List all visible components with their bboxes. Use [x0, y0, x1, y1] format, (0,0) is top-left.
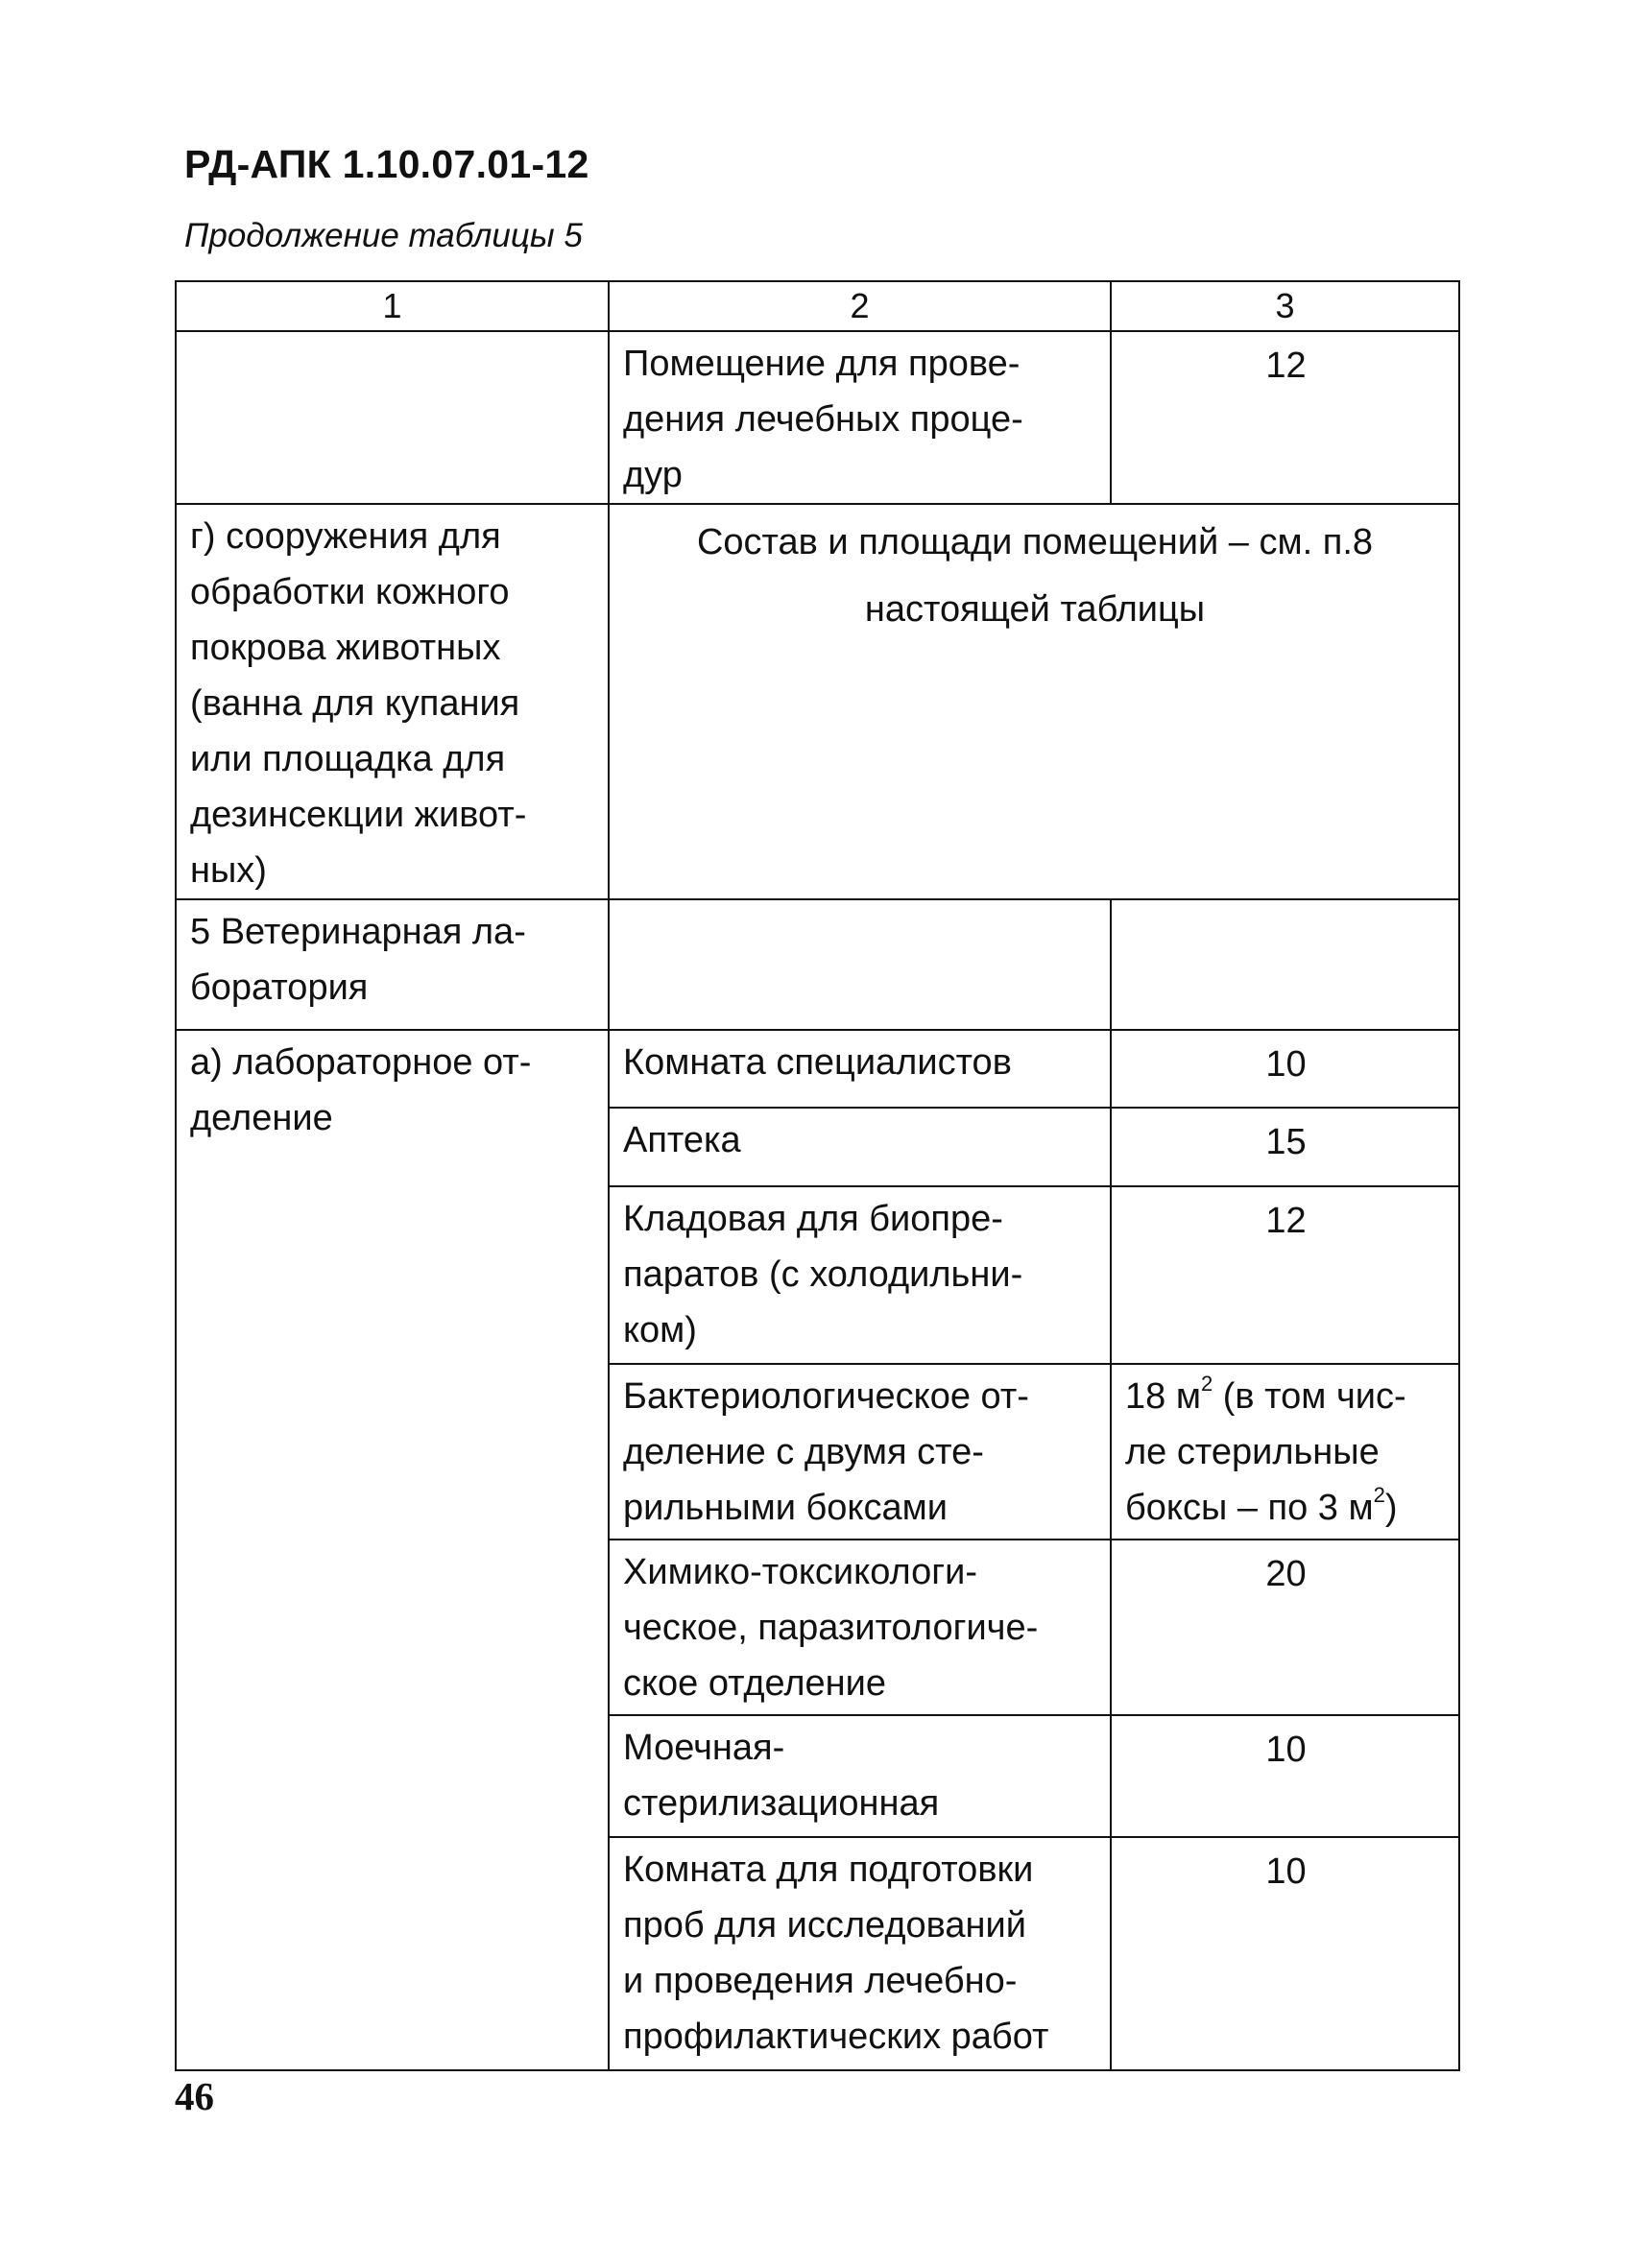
table-row	[176, 504, 1459, 899]
area-value-part: боксы – по 3 м	[1125, 1488, 1374, 1528]
cell-text: Состав и площади помещений – см. п.8 настоящей таблицы	[696, 522, 1374, 630]
area-value-part: 18 м	[1125, 1376, 1201, 1417]
column-header-3: 3	[1111, 281, 1459, 331]
table-cell-col1	[176, 504, 609, 899]
table-cell-col3: 12	[1111, 331, 1459, 504]
cell-text: Комната специалистов	[623, 1042, 1012, 1083]
table-cell-col3	[1111, 1364, 1459, 1540]
document-code: РД-АПК 1.10.07.01-12	[184, 142, 589, 186]
table-cell-col1	[176, 331, 609, 504]
area-value-part: )	[1384, 1488, 1398, 1528]
table-caption: Продолжение таблицы 5	[184, 217, 583, 254]
table-row	[176, 1030, 1459, 1108]
table-cell-col3: 12	[1111, 1186, 1459, 1364]
table-cell-col2	[609, 1837, 1111, 2070]
cell-text: Комната для подготовки проб для исследований и проведения лечебно- профилактических работ	[623, 1850, 1049, 2057]
table-cell-col2	[609, 1715, 1111, 1837]
column-header-1: 1	[176, 281, 609, 331]
superscript: 2	[1200, 1372, 1213, 1396]
cell-text: Помещение для прове- дения лечебных проце- дур	[623, 344, 1023, 495]
table-cell-col2	[609, 331, 1111, 504]
table-cell-col3	[1111, 899, 1459, 1030]
area-value-part: ле стерильные	[1125, 1432, 1380, 1472]
table-header-row	[176, 281, 1459, 331]
area-value-part: (в том чис-	[1213, 1376, 1406, 1417]
table-cell-col2	[609, 1030, 1111, 1108]
table-row	[176, 899, 1459, 1030]
cell-text: Бактериологическое от- деление с двумя сте- рильными боксами	[623, 1376, 1029, 1528]
table-cell-col3: 20	[1111, 1540, 1459, 1715]
table-cell-col2	[609, 1186, 1111, 1364]
cell-text: 5 Ветеринарная ла- боратория	[190, 912, 526, 1008]
merged-note-cell	[609, 504, 1459, 899]
cell-text: г) сооружения для обработки кожного покрова животных (ванна для купания или площадка для дезинсекции живот- ных)	[190, 516, 527, 891]
table-cell-col1	[176, 899, 609, 1030]
table-cell-col2	[609, 1108, 1111, 1186]
cell-text: Кладовая для биопре- паратов (с холодильни- ком)	[623, 1199, 1023, 1350]
area-value-text	[1125, 1365, 1447, 1536]
cell-text: Аптека	[623, 1120, 741, 1160]
table-cell-col3: 10	[1111, 1030, 1459, 1108]
cell-text: Моечная- стерилизационная	[623, 1728, 940, 1824]
table-row	[176, 331, 1459, 504]
table-cell-col1	[176, 1030, 609, 2070]
page-number: 46	[175, 2074, 214, 2118]
cell-text: а) лабораторное от- деление	[190, 1042, 532, 1138]
table-cell-col2	[609, 1540, 1111, 1715]
table-cell-col2	[609, 899, 1111, 1030]
column-header-2: 2	[609, 281, 1111, 331]
cell-text: Химико-токсикологи- ческое, паразитологиче- ское отделение	[623, 1552, 1039, 1704]
table-cell-col2	[609, 1364, 1111, 1540]
data-table	[175, 280, 1460, 2071]
table-cell-col3: 10	[1111, 1837, 1459, 2070]
superscript: 2	[1373, 1483, 1385, 1507]
table-cell-col3: 15	[1111, 1108, 1459, 1186]
table-cell-col3: 10	[1111, 1715, 1459, 1837]
